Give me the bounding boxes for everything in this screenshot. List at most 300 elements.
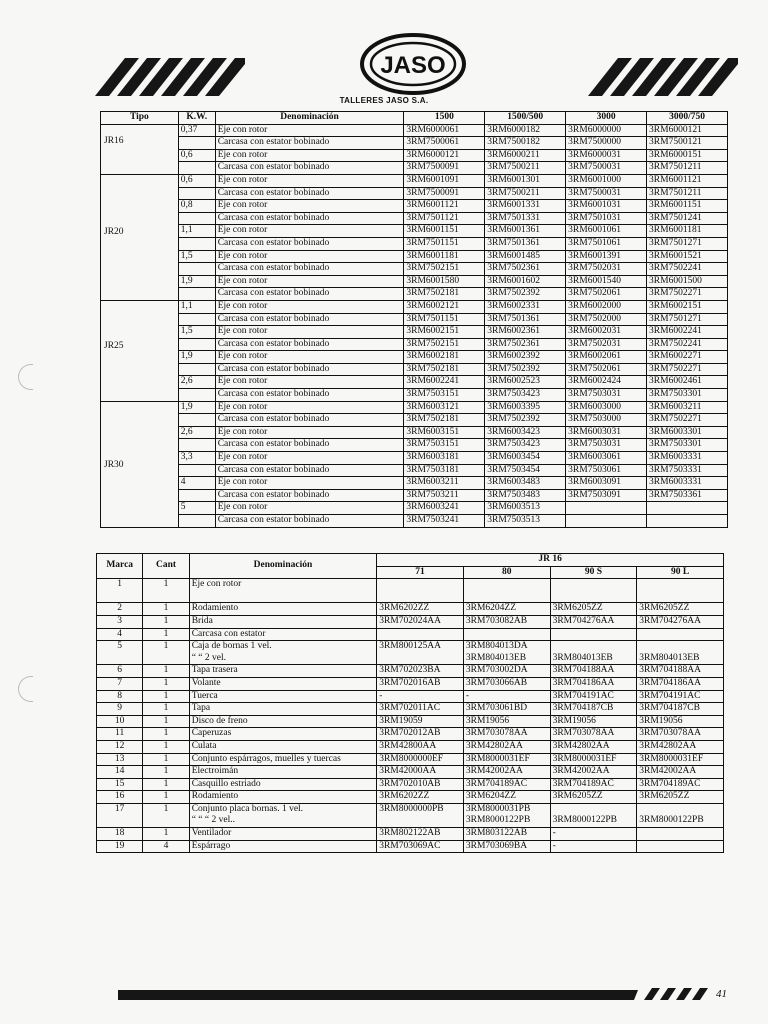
table-row bbox=[101, 187, 728, 200]
part-code bbox=[379, 579, 461, 591]
part-code bbox=[639, 641, 721, 653]
kw-cell: 1,9 bbox=[178, 275, 215, 288]
part-code-cell bbox=[550, 715, 637, 728]
denominacion-cell: Eje con rotor bbox=[215, 452, 404, 465]
denominacion-cell: Carcasa con estator bobinado bbox=[215, 162, 404, 175]
marca-cell: 2 bbox=[97, 603, 143, 616]
part-code-cell: 3RM6002121 bbox=[404, 300, 485, 313]
part-code-cell: 3RM6003423 bbox=[485, 426, 566, 439]
part-code-cell: 3RM7501331 bbox=[485, 212, 566, 225]
part-code-cell bbox=[637, 740, 724, 753]
denominacion-line: Tapa bbox=[191, 703, 211, 714]
part-code-cell: 3RM7500091 bbox=[404, 187, 485, 200]
part-code-cell: 3RM7501151 bbox=[404, 237, 485, 250]
part-code-cell: 3RM7501121 bbox=[404, 212, 485, 225]
denominacion-cell bbox=[189, 791, 376, 804]
denominacion-line: Tapa trasera bbox=[191, 665, 238, 676]
part-code-cell: 3RM6003061 bbox=[566, 452, 647, 465]
denominacion-cell: Carcasa con estator bobinado bbox=[215, 212, 404, 225]
table-row bbox=[101, 351, 728, 364]
part-code: 3RM6205ZZ bbox=[552, 603, 603, 614]
part-code-cell: 3RM7502361 bbox=[485, 338, 566, 351]
cant-cell: 4 bbox=[143, 840, 189, 853]
part-code-cell: 3RM7502271 bbox=[647, 363, 728, 376]
denominacion-line: “ “ 2 vel. bbox=[191, 652, 227, 663]
part-code: 3RM6205ZZ bbox=[639, 791, 690, 802]
part-code-cell: 3RM7501211 bbox=[647, 187, 728, 200]
part-code-cell: 3RM6001602 bbox=[485, 275, 566, 288]
cant-cell: 1 bbox=[143, 690, 189, 703]
part-code-cell: 3RM6003331 bbox=[647, 452, 728, 465]
part-code-cell bbox=[550, 766, 637, 779]
part-code-cell: 3RM7503301 bbox=[647, 389, 728, 402]
table-row bbox=[101, 174, 728, 187]
kw-cell bbox=[178, 237, 215, 250]
part-code: 3RM19059 bbox=[379, 715, 423, 726]
part-code-cell: 3RM7500031 bbox=[566, 162, 647, 175]
part-code: 3RM804013EB bbox=[465, 652, 527, 663]
denominacion-cell: Eje con rotor bbox=[215, 275, 404, 288]
part-code-cell: 3RM7501271 bbox=[647, 313, 728, 326]
part-code-cell: 3RM7502151 bbox=[404, 338, 485, 351]
kw-cell: 1,5 bbox=[178, 326, 215, 339]
marca-cell: 12 bbox=[97, 740, 143, 753]
part-code bbox=[553, 641, 635, 653]
part-code-cell bbox=[550, 615, 637, 628]
part-code-cell: 3RM7501211 bbox=[647, 162, 728, 175]
table-row bbox=[97, 803, 724, 827]
part-code-cell: 3RM7503000 bbox=[566, 414, 647, 427]
part-code: 3RM8000122PB bbox=[552, 815, 617, 826]
table-header-row bbox=[97, 554, 724, 567]
part-code bbox=[553, 591, 635, 603]
part-code-cell: 3RM6002361 bbox=[485, 326, 566, 339]
denominacion-cell: Carcasa con estator bobinado bbox=[215, 363, 404, 376]
part-code-cell: 3RM6001181 bbox=[647, 225, 728, 238]
marca-cell: 4 bbox=[97, 628, 143, 641]
table-row bbox=[101, 363, 728, 376]
part-code: 3RM704186AA bbox=[552, 677, 615, 688]
denominacion-cell: Carcasa con estator bobinado bbox=[215, 187, 404, 200]
part-code-cell: 3RM6003211 bbox=[404, 477, 485, 490]
part-code: 3RM703078AA bbox=[552, 728, 615, 739]
part-code-cell: 3RM6002241 bbox=[647, 326, 728, 339]
denominacion-cell bbox=[189, 628, 376, 641]
marca-cell: 7 bbox=[97, 677, 143, 690]
part-code: 3RM8000122PB bbox=[465, 815, 531, 826]
part-code-cell bbox=[550, 703, 637, 716]
table-row bbox=[101, 300, 728, 313]
denominacion-cell: Carcasa con estator bobinado bbox=[215, 389, 404, 402]
part-code bbox=[639, 579, 721, 591]
kw-cell: 1,1 bbox=[178, 225, 215, 238]
part-code-cell: 3RM7503031 bbox=[566, 439, 647, 452]
part-code-cell: 3RM7500121 bbox=[647, 137, 728, 150]
denominacion-line: Conjunto espárragos, muelles y tuercas bbox=[191, 753, 341, 764]
denominacion-cell: Carcasa con estator bobinado bbox=[215, 313, 404, 326]
part-code-cell bbox=[550, 603, 637, 616]
part-code: 3RM8000122PB bbox=[639, 815, 704, 826]
denominacion-cell bbox=[189, 641, 376, 665]
part-code-cell bbox=[550, 728, 637, 741]
marca-cell: 16 bbox=[97, 791, 143, 804]
kw-cell: 4 bbox=[178, 477, 215, 490]
part-code-cell: 3RM6002523 bbox=[485, 376, 566, 389]
table-row bbox=[101, 200, 728, 213]
denominacion-line: Ventilador bbox=[191, 828, 232, 839]
part-code: 3RM702012AB bbox=[379, 728, 441, 739]
part-code-cell: 3RM6003241 bbox=[404, 502, 485, 515]
page-number: 41 bbox=[716, 988, 727, 1000]
part-code: 3RM6205ZZ bbox=[552, 791, 603, 802]
part-code-cell: 3RM6003301 bbox=[647, 426, 728, 439]
denominacion-cell bbox=[189, 803, 376, 827]
marca-cell: 19 bbox=[97, 840, 143, 853]
table-row bbox=[97, 778, 724, 791]
table-row bbox=[101, 263, 728, 276]
denominacion-line: Casquillo estriado bbox=[191, 778, 261, 789]
kw-cell bbox=[178, 439, 215, 452]
part-code-cell: 3RM7501361 bbox=[485, 313, 566, 326]
part-code-cell bbox=[637, 603, 724, 616]
part-code-cell: 3RM6003395 bbox=[485, 401, 566, 414]
denominacion-cell: Eje con rotor bbox=[215, 250, 404, 263]
denominacion-cell: Eje con rotor bbox=[215, 300, 404, 313]
part-code: 3RM6204ZZ bbox=[465, 791, 517, 802]
cant-cell: 1 bbox=[143, 615, 189, 628]
part-code bbox=[466, 629, 548, 641]
part-code-cell: 3RM6003000 bbox=[566, 401, 647, 414]
table-row bbox=[101, 212, 728, 225]
col-group-header-jr16: JR 16 bbox=[377, 554, 724, 567]
part-code: 3RM6202ZZ bbox=[379, 791, 430, 802]
table-row bbox=[97, 615, 724, 628]
part-code-cell: 3RM7501061 bbox=[566, 237, 647, 250]
part-code bbox=[466, 591, 548, 603]
part-code-cell bbox=[463, 740, 550, 753]
part-code-cell: 3RM6002000 bbox=[566, 300, 647, 313]
table-row bbox=[101, 464, 728, 477]
part-code-cell: 3RM7501241 bbox=[647, 212, 728, 225]
denominacion-line: Rodamiento bbox=[191, 791, 239, 802]
part-code-cell: 3RM6002061 bbox=[566, 351, 647, 364]
table-row bbox=[97, 677, 724, 690]
table-row bbox=[101, 137, 728, 150]
col-header-90s: 90 S bbox=[550, 566, 637, 579]
cant-cell: 1 bbox=[143, 828, 189, 841]
part-code-cell: 3RM7503181 bbox=[404, 464, 485, 477]
part-code-cell bbox=[637, 791, 724, 804]
col-header-1500-500: 1500/500 bbox=[485, 112, 566, 125]
kw-cell: 0,6 bbox=[178, 174, 215, 187]
marca-cell: 3 bbox=[97, 615, 143, 628]
part-code-cell: 3RM6000211 bbox=[485, 149, 566, 162]
denominacion-line: Tuerca bbox=[191, 690, 218, 701]
part-code: 3RM802122AB bbox=[379, 828, 441, 839]
part-code-cell: 3RM7503483 bbox=[485, 489, 566, 502]
part-code-cell bbox=[550, 791, 637, 804]
denominacion-cell bbox=[189, 603, 376, 616]
kw-cell bbox=[178, 338, 215, 351]
part-code-cell: 3RM7502151 bbox=[404, 263, 485, 276]
denominacion-line: Caperuzas bbox=[191, 728, 232, 739]
part-code-cell bbox=[637, 803, 724, 827]
part-code-cell bbox=[637, 615, 724, 628]
denominacion-cell bbox=[189, 703, 376, 716]
part-code: 3RM704186AA bbox=[639, 677, 702, 688]
part-code-cell: 3RM6003031 bbox=[566, 426, 647, 439]
part-code-cell: 3RM7503031 bbox=[566, 389, 647, 402]
table-row bbox=[97, 840, 724, 853]
part-code-cell: 3RM6001031 bbox=[566, 200, 647, 213]
marca-cell: 14 bbox=[97, 766, 143, 779]
denominacion-cell bbox=[189, 828, 376, 841]
part-code: 3RM704189AC bbox=[552, 778, 614, 789]
col-header-90l: 90 L bbox=[637, 566, 724, 579]
part-code: 3RM702024AA bbox=[379, 615, 441, 626]
part-code-cell: 3RM6001000 bbox=[566, 174, 647, 187]
table-row bbox=[101, 225, 728, 238]
cant-cell: 1 bbox=[143, 641, 189, 665]
part-code-cell bbox=[377, 615, 464, 628]
cant-cell: 1 bbox=[143, 753, 189, 766]
part-code-cell: 3RM6002241 bbox=[404, 376, 485, 389]
part-code-cell bbox=[463, 603, 550, 616]
part-code-cell: 3RM6001540 bbox=[566, 275, 647, 288]
part-code-cell: 3RM6000000 bbox=[566, 124, 647, 137]
part-code: 3RM703082AB bbox=[465, 615, 528, 626]
part-code: 3RM42802AA bbox=[639, 740, 697, 751]
part-code-cell bbox=[463, 791, 550, 804]
part-code bbox=[639, 804, 721, 816]
part-code: 3RM6205ZZ bbox=[639, 603, 690, 614]
table-row bbox=[97, 728, 724, 741]
part-code-cell: 3RM6001361 bbox=[485, 225, 566, 238]
kw-cell: 1,1 bbox=[178, 300, 215, 313]
cant-cell: 1 bbox=[143, 677, 189, 690]
part-code-cell: 3RM6001181 bbox=[404, 250, 485, 263]
part-code: 3RM19056 bbox=[465, 715, 510, 726]
table-row bbox=[101, 502, 728, 515]
part-code-cell bbox=[637, 778, 724, 791]
part-code: 3RM704276AA bbox=[552, 615, 615, 626]
part-code-cell bbox=[463, 690, 550, 703]
part-code-cell bbox=[637, 628, 724, 641]
part-code-cell bbox=[550, 753, 637, 766]
table-row bbox=[97, 715, 724, 728]
denominacion-line: Disco de freno bbox=[191, 715, 248, 726]
part-code-cell bbox=[463, 728, 550, 741]
part-code: 3RM42802AA bbox=[465, 740, 523, 751]
part-code-cell bbox=[377, 703, 464, 716]
kw-cell: 0,6 bbox=[178, 149, 215, 162]
part-code-cell: 3RM6002151 bbox=[647, 300, 728, 313]
denominacion-cell: Eje con rotor bbox=[215, 174, 404, 187]
part-code-cell: 3RM6002031 bbox=[566, 326, 647, 339]
marca-cell: 13 bbox=[97, 753, 143, 766]
table-row bbox=[101, 439, 728, 452]
part-code: 3RM42800AA bbox=[379, 740, 437, 751]
kw-cell bbox=[178, 288, 215, 301]
part-code-cell bbox=[463, 665, 550, 678]
part-code-cell bbox=[463, 703, 550, 716]
part-code: 3RM703078AA bbox=[465, 728, 528, 739]
part-code: - bbox=[552, 828, 556, 839]
part-code-cell: 3RM6002424 bbox=[566, 376, 647, 389]
col-header-denominacion: Denominación bbox=[189, 554, 376, 579]
kw-cell bbox=[178, 187, 215, 200]
kw-cell bbox=[178, 263, 215, 276]
part-code: 3RM8000000PB bbox=[379, 803, 444, 814]
part-code bbox=[379, 591, 461, 603]
part-code-cell: 3RM7503241 bbox=[404, 515, 485, 528]
kw-cell: 1,5 bbox=[178, 250, 215, 263]
table-row bbox=[101, 489, 728, 502]
table-row bbox=[97, 703, 724, 716]
part-code-cell: 3RM7503331 bbox=[647, 464, 728, 477]
part-code-cell: 3RM6001500 bbox=[647, 275, 728, 288]
part-code-cell: 3RM7503151 bbox=[404, 389, 485, 402]
kw-cell: 0,37 bbox=[178, 124, 215, 137]
part-code-cell: 3RM6000121 bbox=[404, 149, 485, 162]
table-row bbox=[101, 250, 728, 263]
part-code-cell: 3RM7502031 bbox=[566, 263, 647, 276]
table-row bbox=[101, 288, 728, 301]
denominacion-line: Volante bbox=[191, 677, 221, 688]
denominacion-cell: Carcasa con estator bobinado bbox=[215, 489, 404, 502]
part-code-cell bbox=[647, 502, 728, 515]
table-row bbox=[97, 690, 724, 703]
tipo-cell bbox=[101, 300, 179, 401]
part-code-cell bbox=[377, 753, 464, 766]
denominacion-cell: Eje con rotor bbox=[215, 426, 404, 439]
part-code: 3RM702010AB bbox=[379, 778, 441, 789]
part-code-cell: 3RM6001151 bbox=[647, 200, 728, 213]
table-row bbox=[101, 149, 728, 162]
part-code-cell: 3RM7503061 bbox=[566, 464, 647, 477]
denominacion-line: Espárrago bbox=[191, 840, 231, 851]
part-code-cell bbox=[637, 690, 724, 703]
col-header-1500: 1500 bbox=[404, 112, 485, 125]
part-code-cell: 3RM6003211 bbox=[647, 401, 728, 414]
part-code: 3RM8000031PB bbox=[465, 803, 531, 814]
table-row bbox=[101, 389, 728, 402]
part-code bbox=[639, 828, 721, 840]
denominacion-cell bbox=[189, 840, 376, 853]
denominacion-cell: Carcasa con estator bobinado bbox=[215, 515, 404, 528]
denominacion-cell: Eje con rotor bbox=[215, 401, 404, 414]
part-code: 3RM42802AA bbox=[552, 740, 610, 751]
part-code-cell: 3RM7502271 bbox=[647, 288, 728, 301]
part-code: 3RM703066AB bbox=[465, 677, 528, 688]
part-code-cell: 3RM7503454 bbox=[485, 464, 566, 477]
part-code-cell bbox=[550, 641, 637, 665]
part-code: 3RM704189AC bbox=[465, 778, 528, 789]
part-code-cell bbox=[377, 791, 464, 804]
part-code bbox=[379, 629, 461, 641]
part-code: 3RM703002DA bbox=[465, 665, 528, 676]
col-header-3000: 3000 bbox=[566, 112, 647, 125]
part-code-cell bbox=[637, 665, 724, 678]
binder-hole bbox=[18, 364, 33, 390]
part-code-cell: 3RM7501031 bbox=[566, 212, 647, 225]
tipo-label: JR30 bbox=[104, 459, 124, 470]
part-code-cell bbox=[550, 579, 637, 603]
denominacion-cell: Eje con rotor bbox=[215, 149, 404, 162]
table-row bbox=[97, 753, 724, 766]
part-code-cell: 3RM7503151 bbox=[404, 439, 485, 452]
part-code-cell bbox=[377, 628, 464, 641]
part-code-cell: 3RM6000121 bbox=[647, 124, 728, 137]
part-code-cell: 3RM6003181 bbox=[404, 452, 485, 465]
motor-parts-table bbox=[100, 111, 728, 528]
part-code-cell bbox=[550, 778, 637, 791]
denominacion-cell bbox=[189, 728, 376, 741]
jaso-logo bbox=[360, 32, 466, 96]
part-code-cell: 3RM6003151 bbox=[404, 426, 485, 439]
kw-cell: 2,6 bbox=[178, 426, 215, 439]
part-code-cell: 3RM6003331 bbox=[647, 477, 728, 490]
part-code-cell: 3RM6001331 bbox=[485, 200, 566, 213]
part-code: 3RM19056 bbox=[552, 715, 596, 726]
part-code: 3RM42000AA bbox=[379, 766, 437, 777]
part-code-cell bbox=[637, 579, 724, 603]
part-code-cell bbox=[463, 641, 550, 665]
table-row bbox=[97, 628, 724, 641]
part-code-cell: 3RM6001580 bbox=[404, 275, 485, 288]
part-code-cell: 3RM7502061 bbox=[566, 363, 647, 376]
part-code-cell: 3RM7502031 bbox=[566, 338, 647, 351]
denominacion-cell bbox=[189, 665, 376, 678]
part-code-cell bbox=[463, 628, 550, 641]
part-code-cell: 3RM6000031 bbox=[566, 149, 647, 162]
part-code-cell: 3RM6002331 bbox=[485, 300, 566, 313]
part-code-cell: 3RM7502181 bbox=[404, 414, 485, 427]
decorative-stripes-right bbox=[588, 58, 738, 96]
part-code-cell: 3RM7500091 bbox=[404, 162, 485, 175]
decorative-stripes-left bbox=[95, 58, 245, 96]
part-code: 3RM8000000EF bbox=[379, 753, 444, 764]
denominacion-cell: Eje con rotor bbox=[215, 477, 404, 490]
part-code: 3RM8000031EF bbox=[552, 753, 617, 764]
kw-cell: 0,8 bbox=[178, 200, 215, 213]
col-header-kw: K.W. bbox=[178, 112, 215, 125]
part-code-cell bbox=[377, 840, 464, 853]
denominacion-line: Eje con rotor bbox=[191, 579, 242, 590]
part-code bbox=[639, 591, 721, 603]
part-code: 3RM704188AA bbox=[639, 665, 702, 676]
denominacion-cell: Carcasa con estator bobinado bbox=[215, 338, 404, 351]
part-code bbox=[553, 629, 635, 641]
table-row bbox=[97, 766, 724, 779]
part-code-cell: 3RM7502181 bbox=[404, 288, 485, 301]
part-code-cell bbox=[566, 515, 647, 528]
part-code-cell bbox=[637, 753, 724, 766]
part-code-cell: 3RM7500211 bbox=[485, 162, 566, 175]
part-code-cell bbox=[637, 715, 724, 728]
table-row bbox=[101, 162, 728, 175]
tipo-label: JR25 bbox=[104, 341, 124, 352]
part-code-cell: 3RM6002151 bbox=[404, 326, 485, 339]
part-code-cell: 3RM6001121 bbox=[404, 200, 485, 213]
part-code: 3RM704191AC bbox=[639, 690, 701, 701]
cant-cell: 1 bbox=[143, 665, 189, 678]
part-code: 3RM703069AC bbox=[379, 840, 441, 851]
part-code: 3RM703061BD bbox=[465, 703, 528, 714]
part-code-cell: 3RM6001521 bbox=[647, 250, 728, 263]
denominacion-line: Brida bbox=[191, 615, 213, 626]
part-code-cell: 3RM7502241 bbox=[647, 338, 728, 351]
